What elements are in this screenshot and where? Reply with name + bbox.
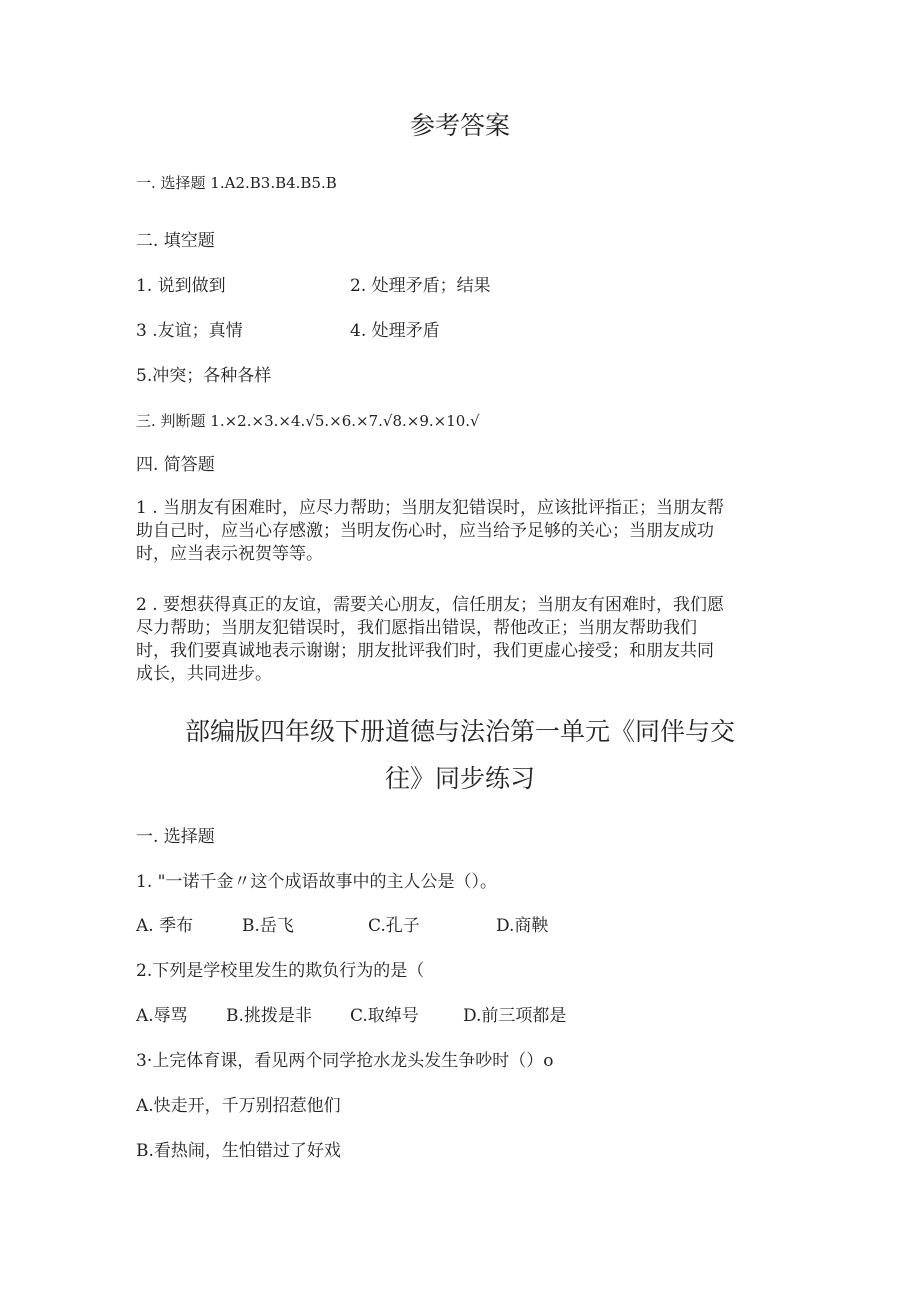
q3-option-b: B.看热闹，生怕错过了好戏: [136, 1141, 341, 1161]
answer-key-title: 参考答案: [409, 111, 510, 140]
worksheet-choice-heading: 一. 选择题: [136, 827, 215, 847]
short-answer-heading: 四. 简答题: [136, 455, 215, 475]
short-answer-2-line: 成长，共同进步。: [136, 664, 272, 684]
question-2: 2.下列是学校里发生的欺负行为的是（: [136, 961, 425, 981]
question-3: 3·上完体育课，看见两个同学抢水龙头发生争吵时（）o: [136, 1051, 554, 1071]
q2-option-c: C.取绰号: [350, 1006, 419, 1026]
short-answer-2-line: 2 . 要想获得真正的友谊，需要关心朋友，信任朋友；当朋友有困难时，我们愿: [136, 595, 725, 615]
q2-option-b: B.挑拨是非: [226, 1006, 312, 1026]
q2-option-a: A.辱骂: [136, 1006, 188, 1026]
fill-heading: 二. 填空题: [136, 231, 215, 251]
short-answer-2-line: 尽力帮助；当朋友犯错误时，我们愿指出错误，帮他改正；当朋友帮助我们: [136, 618, 697, 638]
fill-item-5: 5.冲突；各种各样: [136, 366, 272, 386]
q2-option-d: D.前三项都是: [463, 1006, 567, 1026]
worksheet-title-line1: 部编版四年级下册道德与法治第一单元《同伴与交: [184, 717, 735, 746]
q1-option-a: A. 季布: [136, 916, 194, 936]
fill-item-1: 1. 说到做到: [136, 276, 226, 296]
q1-option-b: B.岳飞: [242, 916, 294, 936]
short-answer-1-line: 助自己时，应当心存感激；当明友伤心时，应当给予足够的关心；当朋友成功: [136, 521, 714, 541]
short-answer-1: [136, 497, 786, 566]
question-1: 1. "一诺千金〃这个成语故事中的主人公是（）。: [136, 872, 497, 892]
short-answer-1-line: 1 . 当朋友有困难时，应尽力帮助；当朋友犯错误时，应该批评指正；当朋友帮: [136, 498, 725, 518]
short-answer-2: [136, 594, 786, 686]
q3-option-a: A.快走开，千万别招惹他们: [136, 1096, 341, 1116]
fill-item-2: 2. 处理矛盾；结果: [350, 276, 491, 296]
q1-option-d: D.商鞅: [496, 916, 549, 936]
fill-item-3: 3 .友谊；真情: [136, 321, 243, 341]
short-answer-2-line: 时，我们要真诚地表示谢谢；朋友批评我们时，我们更虚心接受；和朋友共同: [136, 641, 714, 661]
fill-item-4: 4. 处理矛盾: [350, 321, 440, 341]
choice-answers: 一. 选择题 1.A2.B3.B4.B5.B: [136, 174, 337, 192]
judge-answers: 三. 判断题 1.×2.×3.×4.√5.×6.×7.√8.×9.×10.√: [136, 412, 480, 430]
short-answer-1-line: 时，应当表示祝贺等等。: [136, 544, 323, 564]
q1-option-c: C.孔子: [368, 916, 420, 936]
worksheet-title-line2: 往》同步练习: [384, 764, 535, 793]
